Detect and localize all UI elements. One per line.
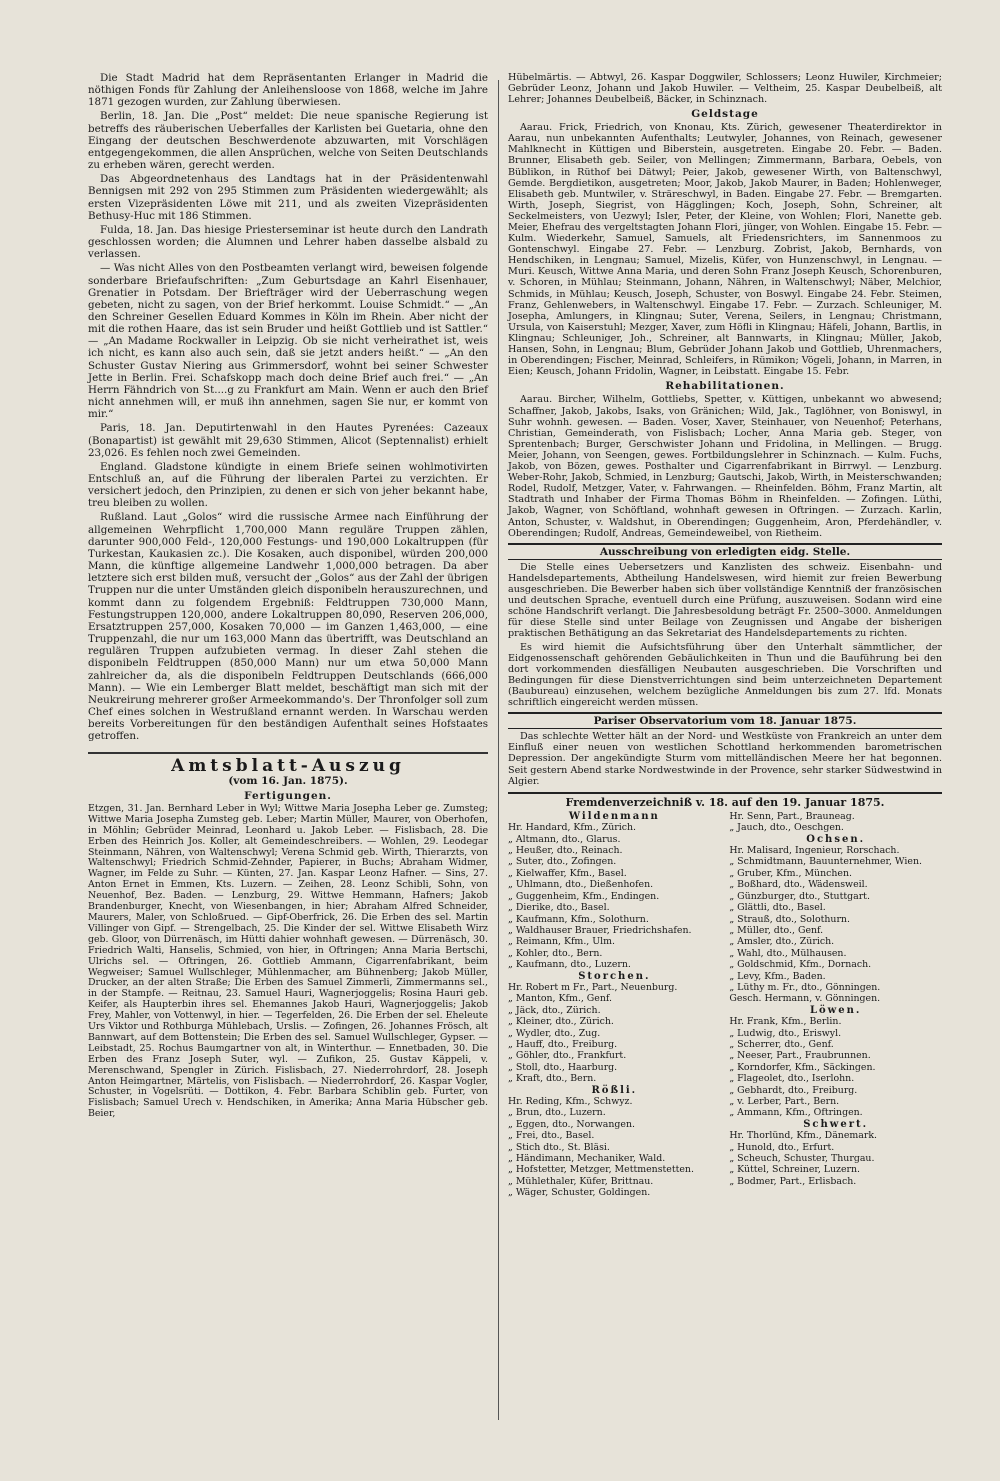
rehabilitationen-title: Rehabilitationen.: [665, 380, 785, 393]
guest-entry: „ Wydler, dto., Zug.: [508, 1027, 601, 1039]
guest-entry: „ Gebhardt, dto., Freiburg.: [729, 1084, 858, 1096]
guest-entry: „ Kohler, dto., Bern.: [508, 947, 603, 959]
right-column: [508, 72, 942, 1199]
guest-entry: „ Kraft, dto., Bern.: [508, 1073, 597, 1085]
article-russland: Rußland. Laut „Golos“ wird die russische Armee nach Einführung der allgemeinen Wehrpflicht 1,700,000 Mann reguläre Truppen zählen, darunter 900,000 Feld-, 120,000 Festungs- und 190,000 Lokaltruppen (für Turkestan, Kaukasien zc.). Die Kosaken, auch disponibel, würden 200,000 Mann, die künftige allgemeine Landwehr 1,000,000 betragen. Da aber letztere sich erst bilden muß, versucht der „Golos“ aus der Zahl der übrigen Truppen nur die unter Umständen gleich disponibeln herauszurechnen, und kommt dann zu folgendem Ergebniß: Feldtruppen 730,000 Mann, Festungstruppen 120,000, andere Lokaltruppen 80,090, Reserven 206,000, Ersatztruppen 257,000, Kosaken 70,000 — im Ganzen 1,463,000, — eine Truppenzahl, die nur um 163,000 Mann das übertrifft, was Deutschland an regulären Truppen aufzubieten vermag. In dieser Zahl stehen die disponibeln Feldtruppen (850,000 Mann) nur um etwa 50,000 Mann zahlreicher da, als die disponibeln Feldtruppen Deutschlands (666,000 Mann). — Wie ein Lemberger Blatt meldet, beschäftigt man sich mit der Neukreirung mehrerer großer Armeekommando's. Der Thronfolger soll zum Chef eines solchen in Westrußland ernannt werden. In Warschau werden bereits Vorbereitungen für den beständigen Aufenthalt seines Hofstaates getroffen.: [88, 511, 488, 743]
guest-entry: „ Manton, Kfm., Genf.: [508, 993, 612, 1005]
guest-entry: „ Dierike, dto., Basel.: [508, 902, 610, 914]
fertigungen-text: Etzgen, 31. Jan. Bernhard Leber in Wyl; Wittwe Maria Josepha Leber ge. Zumsteg; Wittwe Maria Josepha Zumsteg geb. Leber; Martin Müller, Maurer, von Oberhofen, in Möhlin; Gebrüder Meinrad, Leonhard u. Jakob Leber. — Fislisbach, 28. Die Erben des Heinrich Jos. Koller, alt Gemeindeschreibers. — Wohlen, 29. Leodegar Steinmann, Nähren, von Waltenschwyl; Verena Schmid geb. Wirth, Thierarzts, von Waltenschwyl; Friedrich Schmid-Zehnder, Papierer, in Buchs; Abraham Widmer, Wagner, im Felde zu Suhr. — Künten, 27. Jan. Kaspar Leonz Hafner. — Sins, 27. Anton Ernet in Emmen, Kts. Luzern. — Zeihen, 28. Leonz Schibli, Sohn, von Neuenhof, Bez. Baden. — Lenzburg, 29. Wittwe Hemmann, Hafners; Jakob Brandenburger, Knecht, von Wiesenbangen, in hier; Abraham Alfred Schneider, Maurers, Maler, von Schloßrued. — Gipf-Oberfrick, 26. Die Erben des sel. Martin Villinger von Gipf. — Strengelbach, 25. Die Kinder der sel. Wittwe Elisabeth Wirz geb. Gloor, von Dürrenäsch, im Hütti dahier wohnhaft gewesen. — Dürrenäsch, 30. Friedrich Walti, Hanselis, Schmied, von hier, in Oftringen; Anna Maria Bertschi, Ulrichs sel. — Oftringen, 26. Gottlieb Ammann, Cigarrenfabrikant, beim Wegweiser; Samuel Wullschleger, Mühlenmacher, am Bühnenberg; Jakob Müller, Drucker, an der alten Straße; Die Erben des Samuel Zimmerli, Zimmermanns sel., in der Stampfe. — Reitnau, 23. Samuel Hauri, Wagnerjoggelis; Rosina Hauri geb. Keifer, als Haupterbin ihres sel. Ehemannes Jakob Hauri, Wagnerjoggelis; Jakob Frey, Mahler, von Vottenwyl, in hier. — Tegerfelden, 26. Die Erben der sel. Eheleute Urs Viktor und Rothburga Mühlebach, Urslis. — Zofingen, 26. Johannes Frösch, alt Bannwart, auf dem Bottenstein; Die Erben des sel. Samuel Wullschleger, Gypser. — Leibstadt, 25. Rochus Baumgartner von alt, in Winterthur. — Ennetbaden, 30. Die Erben des Franz Joseph Suter, wyl. — Zufikon, 25. Gustav Käppeli, v. Merenschwand, Spengler in Zürich. Fislisbach, 27. Niederrohrdorf, 28. Joseph Anton Heimgartner, Märtelis, von Fislisbach. — Niederrohrdorf, 26. Kaspar Vogler, Schuster, in Vogelsrüti. — Dottikon, 4. Febr. Barbara Schiblin geb. Furter, von Fislisbach; Samuel Urech v. Hendschiken, in Amerika; Anna Maria Hübscher geb. Beier,: [88, 802, 488, 1120]
fertigungen-title: Fertigungen.: [244, 789, 332, 802]
hotel-heading: Storchen.: [578, 970, 651, 982]
article-paris: Paris, 18. Jan. Deputirtenwahl in den Hautes Pyrenées: Cazeaux (Bonapartist) ist gewählt mit 29,630 Stimmen, Alicot (Septennalist) erhielt 23,026. Es fehlen noch zwei Gemeinden.: [88, 422, 488, 459]
guest-list-left: [508, 811, 721, 1199]
guest-entry: Hr. Robert m Fr., Part., Neuenburg.: [508, 981, 678, 993]
guest-entry: „ Brun, dto., Luzern.: [508, 1107, 606, 1119]
guest-entry: „ Stoll, dto., Haarburg.: [508, 1061, 618, 1073]
guest-entry: „ Suter, dto., Zofingen.: [508, 856, 617, 868]
guest-entry: „ Altmann, dto., Glarus.: [508, 833, 621, 845]
guest-entry: Hr. Handard, Kfm., Zürich.: [508, 822, 637, 834]
guest-entry: „ Lüthy m. Fr., dto., Gönningen.: [729, 981, 881, 993]
guest-entry: „ Heußer, dto., Reinach.: [508, 845, 623, 857]
guest-entry: „ Jauch, dto., Oeschgen.: [729, 822, 844, 834]
guest-entry: Hr. Thorlünd, Kfm., Dänemark.: [729, 1130, 877, 1142]
article-abgeordnetenhaus: Das Abgeordnetenhaus des Landtags hat in der Präsidentenwahl Bennigsen mit 292 von 295 Stimmen zum Präsidenten wiedergewählt; als ersten Vizepräsidenten Löwe mit 211, und als zweiten Vizepräsidenten Bethusy-Huc mit 186 Stimmen.: [88, 173, 488, 222]
guest-entry: „ Bodmer, Part., Erlisbach.: [729, 1175, 857, 1187]
article-fulda: Fulda, 18. Jan. Das hiesige Priesterseminar ist heute durch den Landrath geschlossen worden; die Alumnen und Lehrer haben dasselbe alsbald zu verlassen.: [88, 223, 488, 261]
article-berlin: Berlin, 18. Jan. Die „Post“ meldet: Die neue spanische Regierung ist betreffs des räuberischen Ueberfalles der Karlisten bei Guetaria, ohne den Eingang der deutschen Beschwerdenote abzuwarten, mit Vorschlägen entgegengekommen, die allen Ansprüchen, welche von Seiten Deutschlands zu erheben wären, gerecht werden.: [88, 110, 488, 172]
guest-entry: „ Flageolet, dto., Iserlohn.: [729, 1073, 855, 1085]
guest-entry: „ Hauff, dto., Freiburg.: [508, 1038, 618, 1050]
guest-entry: „ Uhlmann, dto., Dießenhofen.: [508, 879, 654, 891]
guest-entry: „ Mühlethaler, Küfer, Brittnau.: [508, 1175, 654, 1187]
fremdenverzeichnis-title: Fremdenverzeichniß v. 18. auf den 19. Januar 1875.: [508, 792, 942, 809]
guest-entry: „ Göhler, dto., Frankfurt.: [508, 1050, 627, 1062]
guest-entry: Gesch. Hermann, v. Gönningen.: [729, 993, 881, 1005]
guest-entry: „ Goldschmid, Kfm., Dornach.: [729, 959, 872, 971]
ausschreibung-title: Ausschreibung von erledigten eidg. Stelle.: [508, 543, 942, 560]
guest-entry: „ Ludwig, dto., Eriswyl.: [729, 1027, 842, 1039]
guest-entry: „ Eggen, dto., Norwangen.: [508, 1118, 635, 1130]
geldstage-text: Aarau. Frick, Friedrich, von Knonau, Kts. Zürich, gewesener Theaterdirektor in Aarau, nun unbekannten Aufenthalts; Leutwyler, Johannes, von Reinach, gewesener Mahlknecht in Küttigen und Biberstein, ausgetreten. Eingabe 20. Febr. — Baden. Brunner, Elisabeth geb. Seiler, von Mellingen; Zimmermann, Barbara, Oebels, von Büblikon, in Rüthof bei Dätwyl; Peier, Jakob, gewesener Wirth, von Baltenschwyl, Gemde. Bergdietikon, ausgetreten; Moor, Jakob, Jakob Maurer, in Baden; Hohlenweger, Elisabeth geb. Muntwiler, v. Sträreschwyl, in Baden. Eingabe 27. Febr. — Bremgarten. Wirth, Joseph, Siegrist, von Hägglingen; Koch, Joseph, Sohn, Schreiner, alt Seckelmeisters, von Uezwyl; Isler, Peter, der Kleine, von Wohlen; Flori, Nanette geb. Meier, Ehefrau des vergeltstagten Johann Flori, jünger, von Wohlen. Eingabe 15. Febr. — Kulm. Wiederkehr, Samuel, Samuels, alt Friedensrichters, im Sannenmoos zu Gontenschwyl. Eingabe 27. Febr. — Lenzburg. Zobrist, Jakob, Bernhards, von Hendschiken, in Lengnau; Samuel, Mizelis, Küfer, von Hunzenschwyl, in Lengnau. — Muri. Keusch, Wittwe Anna Maria, und deren Sohn Franz Joseph Keusch, Schorenburen, v. Schoren, in Mühlau; Steinmann, Johann, Nähren, in Waltenschwyl; Näber, Melchior, Schmids, in Mühlau; Keusch, Joseph, Schuster, von Boswyl. Eingabe 24. Febr. Steimen, Franz, Gehlenwebers, in Waltenschwyl. Eingabe 17. Febr. — Zurzach. Schleuniger, M. Josepha, Amlungers, in Klingnau; Suter, Verena, Seilers, in Lengnau; Christmann, Ursula, von Kaiserstuhl; Mezger, Xaver, zum Höfli in Klingnau; Häfeli, Johann, Bartlis, in Klingnau; Schleuniger, Joh., Schreiner, alt Bannwarts, in Klingnau; Müller, Jakob, Hansen, Sohn, in Lengnau; Blum, Gebrüder Johann Jakob und Gottlieb, Uhrenmachers, in Oberendingen; Fischer, Meinrad, Schleifers, in Rümikon; Vögeli, Johann, in Marren, in Eien; Keusch, Johann Fridolin, Wagner, in Leibstatt. Eingabe 15. Febr.: [508, 122, 942, 378]
left-column: [88, 72, 488, 1122]
guest-entry: Hr. Malisard, Ingenieur, Rorschach.: [729, 845, 900, 857]
guest-entry: „ v. Lerber, Part., Bern.: [729, 1096, 840, 1107]
ausschreibung-text-2: Es wird hiemit die Aufsichtsführung über den Unterhalt sämmtlicher, der Eidgenossenschaft gehörenden Gebäulichkeiten in Thun und die Bauführung bei den dort vorkommenden diesfälligen Neubauten ausgeschrieben. Die Vorschriften und Bedingungen für diese Dienstverrichtungen sind beim unterzeichneten Departement (Baubureau) einzusehen, welchem bezügliche Anmeldungen bis zum 27. lfd. Monats schriftlich eingereicht werden müssen.: [508, 641, 942, 708]
hotel-heading: Rößli.: [591, 1084, 638, 1096]
guest-entry: „ Scheuch, Schuster, Thurgau.: [729, 1153, 875, 1165]
ausschreibung-text: Die Stelle eines Uebersetzers und Kanzlisten des schweiz. Eisenbahn- und Handelsdepartements, Abtheilung Handelswesen, wird hiemit zur freien Bewerbung ausgeschrieben. Die Bewerber haben sich über vollständige Kenntniß der französischen und deutschen Sprache, eventuell durch eine Prüfung, auszuweisen. Sodann wird eine schöne Handschrift verlangt. Die Jahresbesoldung beträgt Fr. 2500–3000. Anmeldungen für diese Stelle sind unter Beilage von Zeugnissen und Angabe der bisherigen praktischen Bethätigung an das Sekretariat des Handelsdepartements zu richten.: [508, 561, 942, 640]
guest-entry: „ Hunold, dto., Erfurt.: [729, 1141, 835, 1153]
observatorium-text: Das schlechte Wetter hält an der Nord- und Westküste von Frankreich an unter dem Einfluß einer neuen von westlichen Schottland herkommenden barometrischen Depression. Der angekündigte Sturm vom mittelländischen Meere her hat begonnen. Seit gestern Abend starke Nordwestwinde in der Provence, sehr starker Südwestwind in Algier.: [508, 731, 942, 787]
amtsblatt-title: Amtsblatt-Auszug: [88, 752, 488, 772]
guest-entry: Hr. Frank, Kfm., Berlin.: [729, 1016, 842, 1028]
guest-list: [508, 811, 942, 1199]
guest-entry: „ Kaufmann, dto., Luzern.: [508, 959, 631, 971]
guest-entry: „ Amsler, dto., Zürich.: [729, 936, 835, 948]
guest-entry: „ Neeser, Part., Fraubrunnen.: [729, 1050, 871, 1062]
guest-entry: „ Glättli, dto., Basel.: [729, 902, 826, 914]
hotel-heading: Löwen.: [809, 1004, 862, 1016]
guest-entry: „ Waldhauser Brauer, Friedrichshafen.: [508, 924, 692, 936]
guest-entry: „ Gruber, Kfm., München.: [729, 867, 852, 879]
guest-entry: „ Günzburger, dto., Stuttgart.: [729, 890, 870, 902]
guest-entry: „ Reimann, Kfm., Ulm.: [508, 936, 616, 948]
guest-list-right: [729, 811, 942, 1199]
guest-entry: „ Hofstetter, Metzger, Mettmenstetten.: [508, 1164, 694, 1176]
column-divider: [498, 80, 499, 1420]
guest-entry: „ Levy, Kfm., Baden.: [729, 970, 826, 982]
rehabilitationen-text: Aarau. Bircher, Wilhelm, Gottliebs, Spetter, v. Küttigen, unbekannt wo abwesend; Schaffner, Jakob, Jakobs, Isaks, von Gränichen; Wild, Jak., Taglöhner, von Boniswyl, in Suhr wohnh. gewesen. — Baden. Voser, Xaver, Steinhauer, von Neuenhof; Peterhans, Christian, Gemeinderath, von Fislisbach; Locher, Anna Maria geb. Steger, von Sprentenbach; Burger, Gerschwister Johann und Fridolina, in Mellingen. — Brugg. Meier, Johann, von Seengen, gewes. Fortbildungslehrer in Schinznach. — Kulm. Fuchs, Jakob, von Bözen, gewes. Posthalter und Cigarrenfabrikant in Birrwyl. — Lenzburg. Weber-Rohr, Jakob, Schmied, in Lenzburg; Gautschi, Jakob, Wirth, in Meisterschwanden; Rodel, Rudolf, Metzger, Vater, v. Fahrwangen. — Rheinfelden. Böhm, Franz Martin, alt Stadtrath und Inhaber der Firma Thomas Böhm in Rheinfelden. — Zofingen. Lüthi, Jakob, Wagner, von Schöftland, wohnhaft gewesen in Oftringen. — Zurzach. Karlin, Anton, Schuster, v. Waldshut, in Oberendingen; Guggenheim, Aron, Pferdehändler, v. Oberendingen; Rudolf, Andreas, Gemeindeweibel, von Rietheim.: [508, 394, 942, 539]
guest-entry: „ Küttel, Schreiner, Luzern.: [729, 1164, 861, 1176]
guest-entry: „ Müller, dto., Genf.: [729, 924, 824, 936]
guest-entry: „ Guggenheim, Kfm., Endingen.: [508, 890, 660, 902]
hotel-heading: Ochsen.: [806, 833, 866, 845]
guest-entry: „ Korndorfer, Kfm., Säckingen.: [729, 1061, 876, 1073]
guest-entry: „ Frei, dto., Basel.: [508, 1130, 595, 1142]
guest-entry: „ Strauß, dto., Solothurn.: [729, 913, 850, 925]
guest-entry: „ Stich dto., St. Bläsi.: [508, 1141, 610, 1153]
guest-entry: „ Boßhard, dto., Wädensweil.: [729, 879, 868, 891]
hotel-heading: Schwert.: [803, 1118, 869, 1130]
guest-entry: „ Wäger, Schuster, Goldingen.: [508, 1187, 651, 1199]
guest-entry: „ Jäck, dto., Zürich.: [508, 1004, 601, 1016]
hotel-heading: Wildenmann: [568, 810, 660, 822]
article-briefaufschriften: — Was nicht Alles von den Postbeamten verlangt wird, beweisen folgende sonderbare Briefaufschriften: „Zum Geburtsdage an Kahrl Eisenhauer, Grenatier in Potsdam. Der Briefträger wird der Ueberraschung wegen gebeten, nicht zu sagen, von der Brief herkommt. Louise Schmidt.“ — „An den Schreiner Gesellen Eduard Kommes in Köln im Rhein. Aber nicht der mit die rothen Haare, das ist sein Bruder und heißt Gottlieb und ist Sattler.“ — „An Madame Rockwaller in Leipzig. Ob sie nicht verheirathet ist, weis ich nicht, es kann also auch sein, daß sie jetzt anders heißt.“ — „An den Schuster Gustav Niering aus Grimmersdorf, wohnt bei seiner Schwester Jette in Berlin. Frei. Schafskopp mach doch deine Brief auch frei.“ — „An Herrn Fähndrich von St....g zu Frankfurt am Main. Wenn er auch den Brief nicht annehmen will, er muß ihn annehmen, sagen Sie nur, er kommt von mir.“: [88, 262, 488, 421]
guest-entry: „ Wahl, dto., Mülhausen.: [729, 947, 847, 959]
guest-entry: „ Kaufmann, Kfm., Solothurn.: [508, 913, 649, 925]
guest-entry: „ Kielwaffer, Kfm., Basel.: [508, 867, 627, 879]
guest-entry: „ Scherrer, dto., Genf.: [729, 1038, 834, 1050]
amtsblatt-date: (vom 16. Jan. 1875).: [228, 774, 348, 787]
guest-entry: „ Händimann, Mechaniker, Wald.: [508, 1153, 666, 1165]
guest-entry: „ Schmidtmann, Bauunternehmer, Wien.: [729, 856, 922, 868]
intro-text: Hübelmärtis. — Abtwyl, 26. Kaspar Doggwiler, Schlossers; Leonz Huwiler, Kirchmeier; Gebrüder Leonz, Johann und Jakob Huwiler. — Veltheim, 25. Kaspar Deubelbeiß, alt Lehrer; Johannes Deubelbeiß, Bäcker, in Schinznach.: [508, 72, 942, 105]
guest-entry: Hr. Reding, Kfm., Schwyz.: [508, 1096, 633, 1107]
article-england: England. Gladstone kündigte in einem Briefe seinen wohlmotivirten Entschluß an, auf die Führung der liberalen Partei zu verzichten. Er versichert jedoch, den Prinzipien, zu denen er sich von jeher bekannt habe, treu bleiben zu wollen.: [88, 460, 488, 510]
article-madrid: Die Stadt Madrid hat dem Repräsentanten Erlanger in Madrid die nöthigen Fonds für Zahlung der Anleihensloose von 1868, welche im Jahre 1871 gezogen wurden, zur Zahlung überwiesen.: [88, 72, 488, 109]
geldstage-title: Geldstage: [691, 108, 759, 120]
guest-entry: „ Ammann, Kfm., Oftringen.: [729, 1107, 863, 1119]
guest-entry: Hr. Senn, Part., Brauneag.: [729, 810, 855, 822]
guest-entry: „ Kleiner, dto., Zürich.: [508, 1016, 614, 1028]
observatorium-title: Pariser Observatorium vom 18. Januar 1875.: [508, 712, 942, 729]
